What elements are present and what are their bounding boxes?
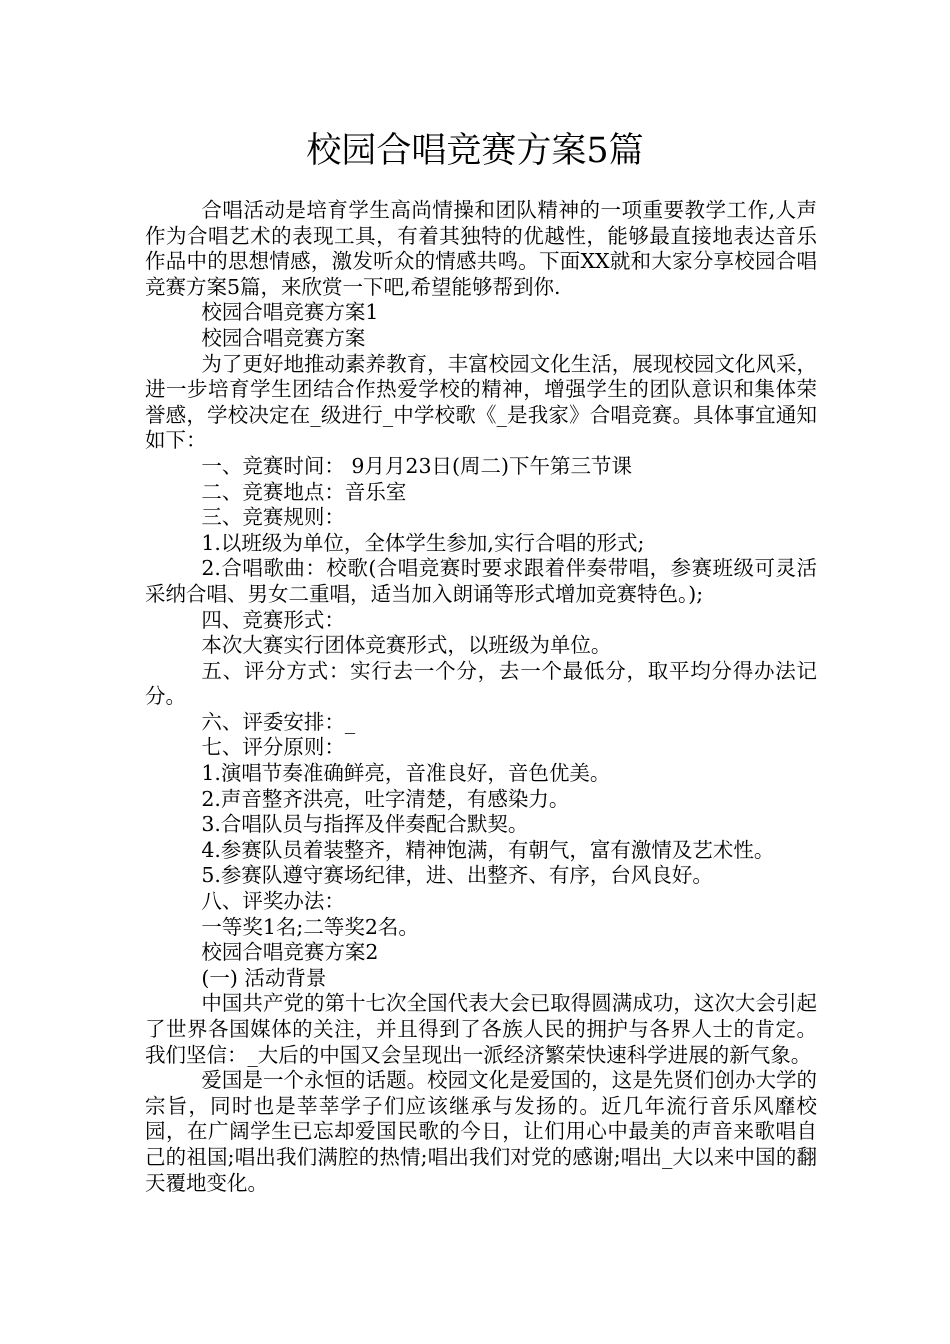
list-item: 六、评委安排：_ [201, 709, 356, 734]
section-heading-2: 校园合唱竞赛方案2 [201, 940, 379, 965]
paragraph: 中国共产党的第十七次全国代表大会已取得圆满成功，这次大会引起了世界各国媒体的关注，并且得到了各族人民的拥护与各界人士的肯定。我们坚信：_大后的中国又会呈现出一派经济繁荣快速科学进展的新气象。 [145, 991, 817, 1067]
list-item: 5.参赛队遵守赛场纪律，进、出整齐、有序，台风良好。 [201, 863, 713, 888]
paragraph-intro: 合唱活动是培育学生高尚情操和团队精神的一项重要教学工作,人声作为合唱艺术的表现工具，有着其独特的优越性，能够最直接地表达音乐作品中的思想情感，激发听众的情感共鸣。下面XX就和大家分享校园合唱竞赛方案5篇，来欣赏一下吧,希望能够帮到你. [145, 198, 817, 299]
list-item: 四、竞赛形式： [201, 607, 345, 632]
list-item: 4.参赛队员着装整齐，精神饱满，有朝气，富有激情及艺术性。 [201, 837, 775, 862]
list-item: 二、竞赛地点：音乐室 [201, 479, 407, 504]
list-item: 2.声音整齐洪亮，吐字清楚，有感染力。 [201, 786, 570, 811]
subheading: (一) 活动背景 [201, 965, 327, 990]
paragraph: 为了更好地推动素养教育，丰富校园文化生活，展现校园文化风采，进一步培育学生团结合作热爱学校的精神，增强学生的团队意识和集体荣誉感，学校决定在_级进行_中学校歌《_是我家》合唱竞赛。具体事宜通知如下： [145, 351, 817, 453]
paragraph: 本次大赛实行团体竞赛形式，以班级为单位。 [201, 633, 612, 658]
list-item: 1.以班级为单位，全体学生参加,实行合唱的形式; [201, 530, 645, 555]
list-item: 八、评奖办法： [201, 889, 345, 914]
document-title: 校园合唱竞赛方案5篇 [306, 131, 644, 171]
list-item: 一、竞赛时间： 9月月23日(周二)下午第三节课 [201, 453, 633, 478]
list-item: 五、评分方式：实行去一个分，去一个最低分，取平均分得办法记分。 [145, 658, 817, 709]
list-item: 1.演唱节奏准确鲜亮，音准良好，音色优美。 [201, 761, 611, 786]
list-item: 三、竞赛规则： [201, 505, 345, 530]
list-item: 3.合唱队员与指挥及伴奏配合默契。 [201, 812, 529, 837]
document-body [145, 198, 817, 1196]
section-heading-1: 校园合唱竞赛方案1 [201, 300, 379, 325]
list-item: 七、评分原则： [201, 735, 345, 760]
paragraph: 爱国是一个永恒的话题。校园文化是爱国的，这是先贤们创办大学的宗旨，同时也是莘莘学子们应该继承与发扬的。近几年流行音乐风靡校园，在广阔学生已忘却爱国民歌的今日，让们用心中最美的声音来歌唱自己的祖国;唱出我们满腔的热情;唱出我们对党的感谢;唱出_大以来中国的翻天覆地变化。 [145, 1068, 817, 1195]
paragraph: 一等奖1名;二等奖2名。 [201, 914, 419, 939]
list-item: 2.合唱歌曲：校歌(合唱竞赛时要求跟着伴奏带唱，参赛班级可灵活采纳合唱、男女二重唱，适当加入朗诵等形式增加竞赛特色。); [145, 556, 817, 606]
subheading: 校园合唱竞赛方案 [201, 325, 366, 350]
